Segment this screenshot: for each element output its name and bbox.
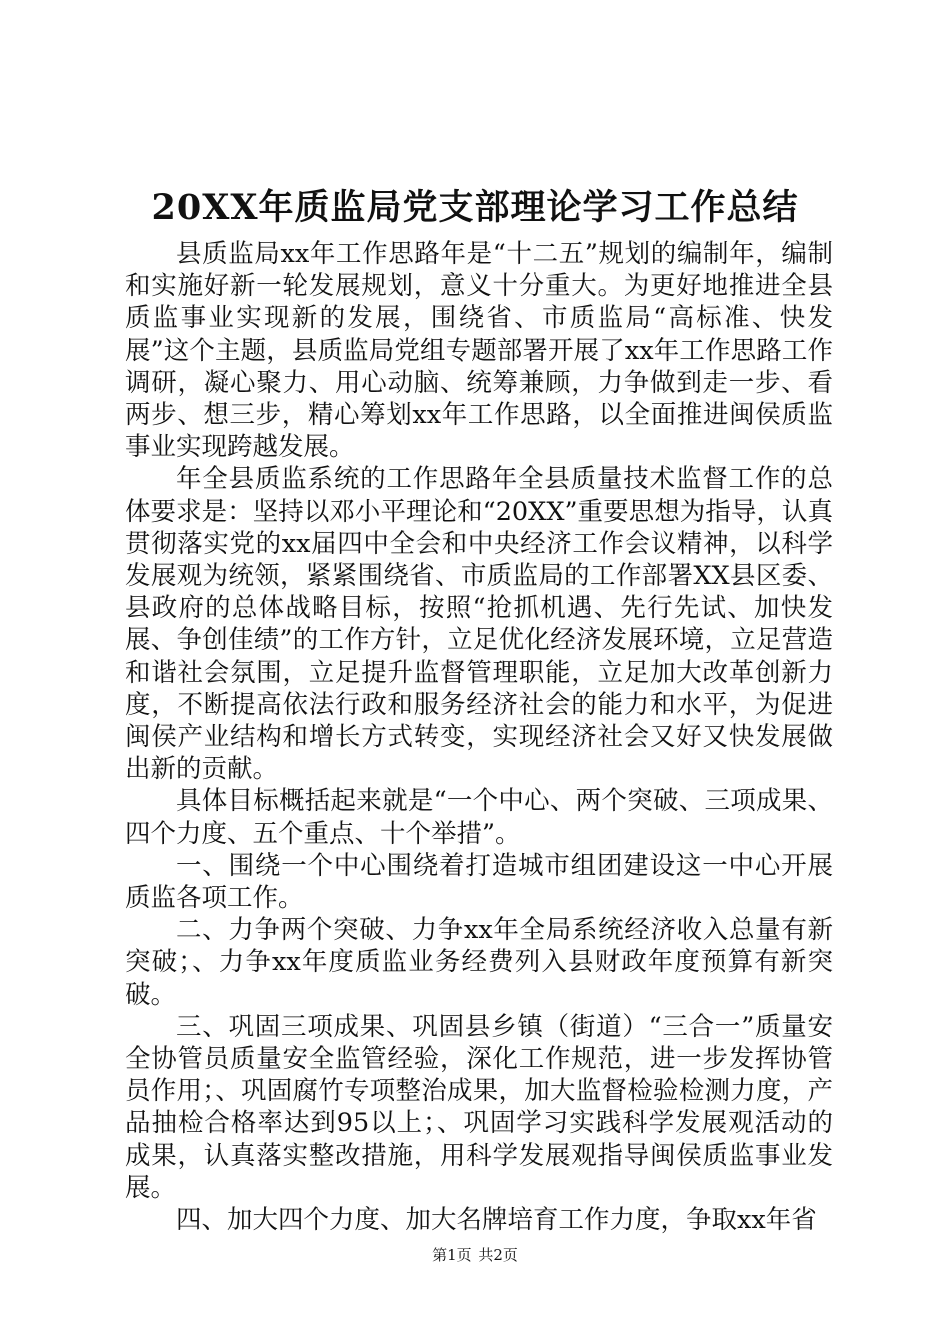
- paragraph: 年全县质监系统的工作思路年全县质量技术监督工作的总体要求是：坚持以邓小平理论和“20XX”重要思想为指导，认真贯彻落实党的xx届四中全会和中央经济工作会议精神，以科学发展观为统领，紧紧围绕省、市质监局的工作部署XX县区委、县政府的总体战略目标，按照“抢抓机遇、先行先试、加快发展、争创佳绩”的工作方针，立足优化经济发展环境，立足营造和谐社会氛围，立足提升监督管理职能，立足加大改革创新力度，不断提高依法行政和服务经济社会的能力和水平，为促进闽侯产业结构和增长方式转变，实现经济社会又好又快发展做出新的贡献。: [125, 464, 833, 785]
- paragraph: 二、力争两个突破、力争xx年全局系统经济收入总量有新突破；、力争xx年度质监业务经费列入县财政年度预算有新突破。: [125, 915, 833, 1010]
- page-footer: [0, 1245, 950, 1265]
- page-total: 共2页: [478, 1246, 518, 1264]
- paragraph: 三、巩固三项成果、巩固县乡镇（街道）“三合一”质量安全协管员质量安全监管经验，深化工作规范，进一步发挥协管员作用；、巩固腐竹专项整治成果，加大监督检验检测力度，产品抽检合格率达到95以上；、巩固学习实践科学发展观活动的成果，认真落实整改措施，用科学发展观指导闽侯质监事业发展。: [125, 1011, 833, 1203]
- document-title: 20XX年质监局党支部理论学习工作总结: [151, 187, 799, 228]
- document-body: [125, 238, 833, 1236]
- paragraph: 具体目标概括起来就是“一个中心、两个突破、三项成果、四个力度、五个重点、十个举措”。: [125, 786, 833, 849]
- page-number: 第1页: [432, 1246, 472, 1264]
- paragraph: 一、围绕一个中心围绕着打造城市组团建设这一中心开展质监各项工作。: [125, 850, 833, 914]
- paragraph: 县质监局xx年工作思路年是“十二五”规划的编制年，编制和实施好新一轮发展规划，意义十分重大。为更好地推进全县质监事业实现新的发展，围绕省、市质监局“高标准、快发展”这个主题，县质监局党组专题部署开展了xx年工作思路工作调研，凝心聚力、用心动脑、统筹兼顾，力争做到走一步、看两步、想三步，精心筹划xx年工作思路，以全面推进闽侯质监事业实现跨越发展。: [125, 239, 833, 463]
- paragraph: 四、加大四个力度、加大名牌培育工作力度，争取xx年省: [176, 1205, 817, 1236]
